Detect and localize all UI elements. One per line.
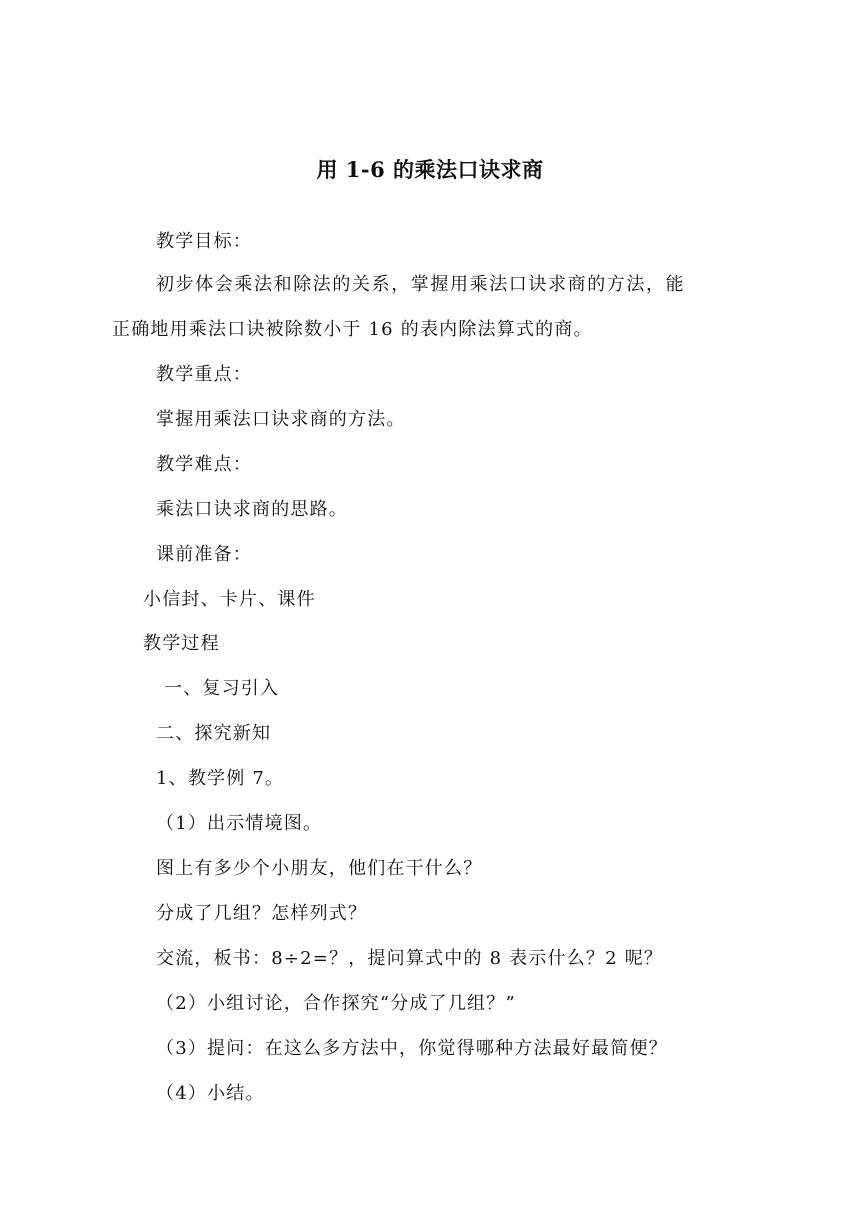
- document-title: 用 1-6 的乘法口诀求商: [316, 157, 544, 182]
- goal-text-line-2: 正确地用乘法口诀被除数小于 16 的表内除法算式的商。: [112, 319, 593, 340]
- example-heading: 1、教学例 7。: [156, 768, 285, 789]
- step-3-text: （3）提问：在这么多方法中，你觉得哪种方法最好最简便？: [156, 1038, 668, 1059]
- difficulty-text: 乘法口诀求商的思路。: [156, 499, 348, 520]
- preparation-text: 小信封、卡片、课件: [143, 589, 316, 610]
- step-2-text: （2）小组讨论，合作探究“分成了几组？”: [156, 993, 516, 1014]
- difficulty-heading: 教学难点：: [156, 454, 252, 475]
- step-1-text: （1）出示情境图。: [156, 813, 323, 834]
- section-explore-heading: 二、探究新知: [156, 723, 272, 744]
- process-heading: 教学过程: [143, 633, 220, 654]
- key-point-text: 掌握用乘法口诀求商的方法。: [156, 409, 406, 430]
- section-review-heading: 一、复习引入: [164, 678, 280, 699]
- goal-text-line-1: 初步体会乘法和除法的关系，掌握用乘法口诀求商的方法，能: [156, 274, 686, 295]
- exchange-text: 交流，板书：8÷2=？，提问算式中的 8 表示什么？2 呢？: [156, 948, 664, 969]
- step-4-text: （4）小结。: [156, 1083, 265, 1104]
- question-1-text: 图上有多少个小朋友，他们在干什么？: [156, 858, 483, 879]
- goal-heading: 教学目标：: [156, 231, 252, 252]
- key-point-heading: 教学重点：: [156, 364, 252, 385]
- preparation-heading: 课前准备：: [156, 544, 252, 565]
- question-2-text: 分成了几组？怎样列式？: [156, 903, 368, 924]
